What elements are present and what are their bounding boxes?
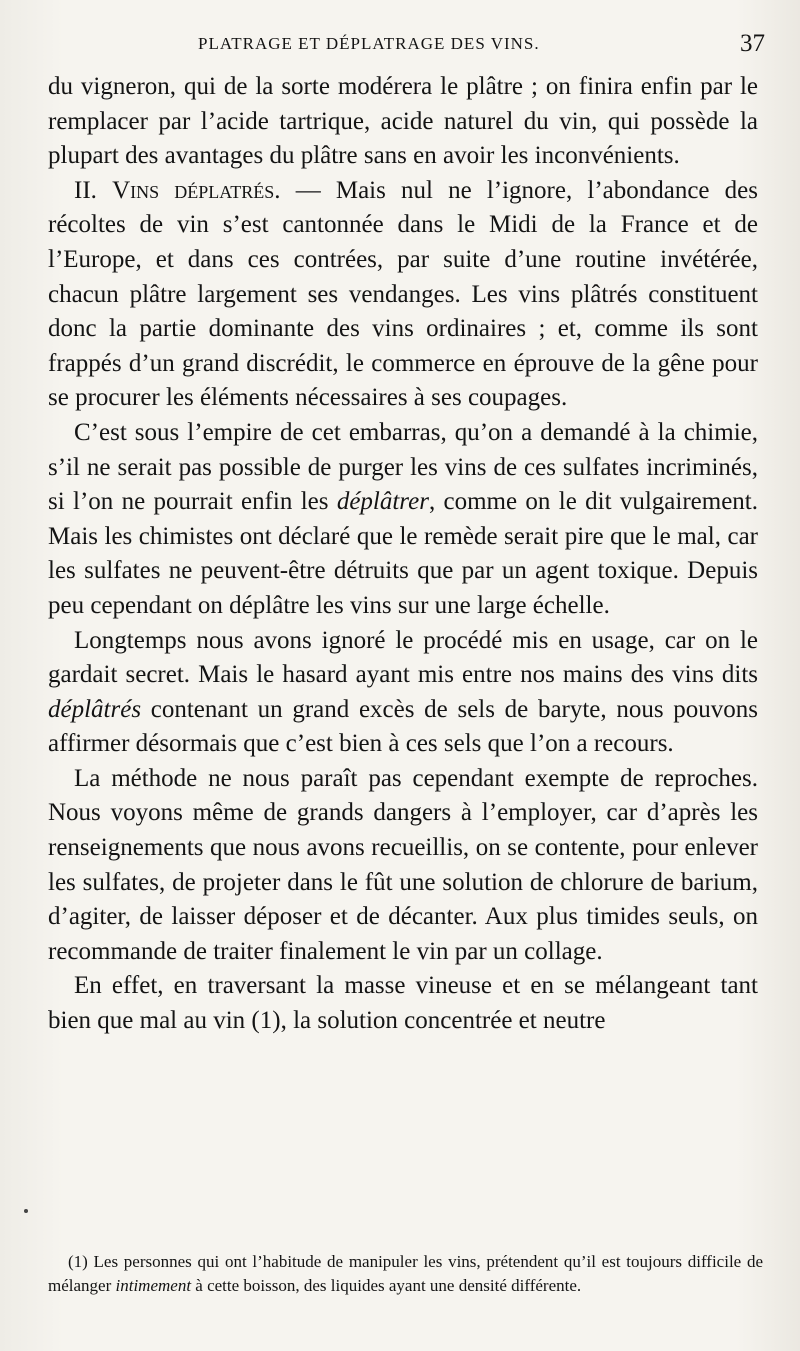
footnote-text-b: à cette boisson, des liquides ayant une densité différente. xyxy=(195,1276,582,1295)
footnote-text-a: (1) Les personnes qui ont l’habitude de manipuler les vins, prétendent qu’il est toujours difficile de mélanger xyxy=(48,1252,763,1295)
page-header xyxy=(0,30,800,60)
paragraph-4-text-b: contenant un grand excès de sels de baryte, nous pouvons affirmer désormais que c’est bien à ces sels que l’on a recours. xyxy=(48,695,759,758)
section-number: II. xyxy=(74,176,97,204)
section-ii-paragraph xyxy=(48,174,758,416)
term-deplatrer: déplâtrer xyxy=(336,488,429,516)
footnote-area xyxy=(48,1250,763,1298)
term-deplatres: déplâtrés xyxy=(48,695,142,723)
paragraph-3-text-a: C’est sous l’empire de cet embarras, qu’on a demandé à la chimie, s’il ne serait pas possible de purger les vins de ces sulfates incriminés, si l’on ne pourrait enfin les xyxy=(48,418,758,516)
paragraph-3-text-b: , comme on le dit vulgairement. Mais les chimistes ont déclaré que le remède serait pire que le mal, car les sulfates ne peuvent-être détruits que par un agent toxique. Depuis peu cependant on déplâtre les vins sur une large échelle. xyxy=(48,488,758,619)
paragraph-4-text-a: Longtemps nous avons ignoré le procédé mis en usage, car on le gardait secret. Mais le hasard ayant mis entre nos mains des vins dits xyxy=(48,626,758,689)
running-title: PLATRAGE ET DÉPLATRAGE DES VINS. xyxy=(198,34,540,53)
page-number: 37 xyxy=(740,30,765,57)
term-intimement: intimement xyxy=(115,1276,192,1295)
margin-mark xyxy=(24,1209,28,1213)
em-dash: — xyxy=(295,176,321,204)
footnote-1 xyxy=(48,1250,763,1298)
paragraph-5-text: La méthode ne nous paraît pas cependant exempte de reproches. Nous voyons même de grands dangers à l’employer, car d’après les renseignements que nous avons recueillis, on se contente, pour enlever les sulfates, de projeter dans le fût une solution de chlorure de barium, d’agiter, de laisser déposer et de décanter. Aux plus timides seuls, on recommande de traiter finalement le vin par un collage. xyxy=(48,764,758,965)
paragraph-6 xyxy=(48,969,758,1038)
paragraph-continuation xyxy=(48,70,758,174)
paragraph-4 xyxy=(48,624,758,762)
paragraph-6-text: En effet, en traversant la masse vineuse et en se mélangeant tant bien que mal au vin (1), la solution concentrée et neutre xyxy=(48,972,758,1035)
section-heading: Vins déplatrés. xyxy=(112,176,281,204)
paragraph-2-text: Mais nul ne l’ignore, l’abondance des récoltes de vin s’est cantonnée dans le Midi de la France et de l’Europe, et dans ces contrées, par suite d’une routine invétérée, chacun plâtre largement ses vendanges. Les vins plâtrés constituent donc la partie dominante des vins ordinaires ; et, comme ils sont frappés d’un grand discrédit, le commerce en éprouve de la gêne pour se procurer les éléments nécessaires à ses coupages. xyxy=(48,176,759,412)
paragraph-1-text: du vigneron, qui de la sorte modérera le plâtre ; on finira enfin par le remplacer par l’acide tartrique, acide naturel du vin, qui possède la plupart des avantages du plâtre sans en avoir les inconvénients. xyxy=(48,73,758,170)
main-text xyxy=(48,70,758,1039)
paragraph-5 xyxy=(48,762,758,970)
paragraph-3 xyxy=(48,416,758,624)
